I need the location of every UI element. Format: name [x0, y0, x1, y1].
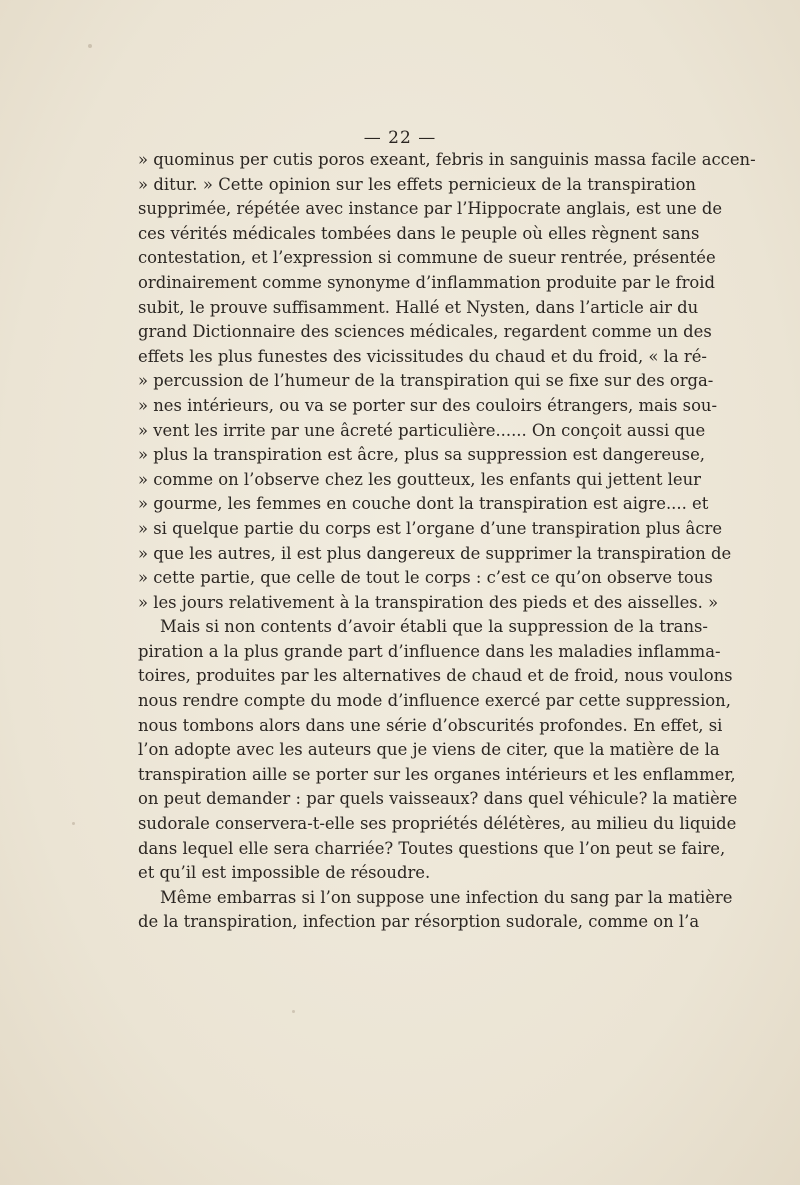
text-line: Même embarras si l’on suppose une infection du sang par la matière [160, 887, 733, 907]
text-line: subit, le prouve suffisamment. Hallé et Nysten, dans l’article air du [138, 297, 699, 317]
text-line: » les jours relativement à la transpiration des pieds et des aisselles. » [138, 592, 719, 612]
text-line: effets les plus funestes des vicissitudes du chaud et du froid, « la ré- [138, 346, 707, 366]
text-line: l’on adopte avec les auteurs que je viens de citer, que la matière de la [138, 740, 720, 760]
text-line: on peut demander : par quels vaisseaux? dans quel véhicule? la matière [138, 789, 738, 809]
text-line: » nes intérieurs, ou va se porter sur des couloirs étrangers, mais sou- [138, 395, 718, 415]
text-line: Mais si non contents d’avoir établi que la suppression de la trans- [160, 617, 708, 637]
body-text [138, 148, 756, 935]
text-line: nous tombons alors dans une série d’obscurités profondes. En effet, si [138, 715, 723, 735]
foxing-spot [72, 822, 75, 825]
text-line: » quominus per cutis poros exeant, febris in sanguinis massa facile accen- [138, 150, 756, 169]
foxing-spot [88, 44, 92, 48]
text-line: » percussion de l’humeur de la transpiration qui se fixe sur des orga- [138, 371, 714, 391]
text-line: supprimée, répétée avec instance par l’Hippocrate anglais, est une de [138, 199, 723, 219]
text-line: dans lequel elle sera charriée? Toutes questions que l’on peut se faire, [138, 838, 726, 858]
text-line: piration a la plus grande part d’influence dans les maladies inflamma- [138, 641, 721, 661]
text-line: grand Dictionnaire des sciences médicales, regardent comme un des [138, 322, 712, 342]
text-line: » si quelque partie du corps est l’organe d’une transpiration plus âcre [138, 518, 723, 538]
text-line: » ditur. » Cette opinion sur les effets pernicieux de la transpiration [138, 174, 696, 194]
text-line: contestation, et l’expression si commune de sueur rentrée, présentée [138, 248, 716, 268]
text-line: transpiration aille se porter sur les organes intérieurs et les enflammer, [138, 764, 736, 784]
foxing-spot [292, 1010, 295, 1013]
text-line: nous rendre compte du mode d’influence exercé par cette suppression, [138, 691, 731, 711]
text-line: » plus la transpiration est âcre, plus sa suppression est dangereuse, [138, 445, 705, 465]
text-line: » que les autres, il est plus dangereux de supprimer la transpiration de [138, 543, 732, 563]
text-line: » vent les irrite par une âcreté particulière...... On conçoit aussi que [138, 420, 706, 440]
text-line: ces vérités médicales tombées dans le peuple où elles règnent sans [138, 223, 700, 243]
text-line: » cette partie, que celle de tout le corps : c’est ce qu’on observe tous [138, 568, 713, 588]
text-line: et qu’il est impossible de résoudre. [138, 863, 431, 883]
text-line: » comme on l’observe chez les goutteux, les enfants qui jettent leur [138, 469, 701, 489]
text-line: ordinairement comme synonyme d’inflammation produite par le froid [138, 272, 716, 292]
text-line: de la transpiration, infection par résorption sudorale, comme on l’a [138, 912, 700, 932]
text-line: toires, produites par les alternatives de chaud et de froid, nous voulons [138, 666, 733, 686]
page-number: — 22 — [363, 128, 437, 148]
text-line: » gourme, les femmes en couche dont la transpiration est aigre.... et [138, 494, 709, 514]
text-line: sudorale conservera-t-elle ses propriétés délétères, au milieu du liquide [138, 814, 737, 834]
